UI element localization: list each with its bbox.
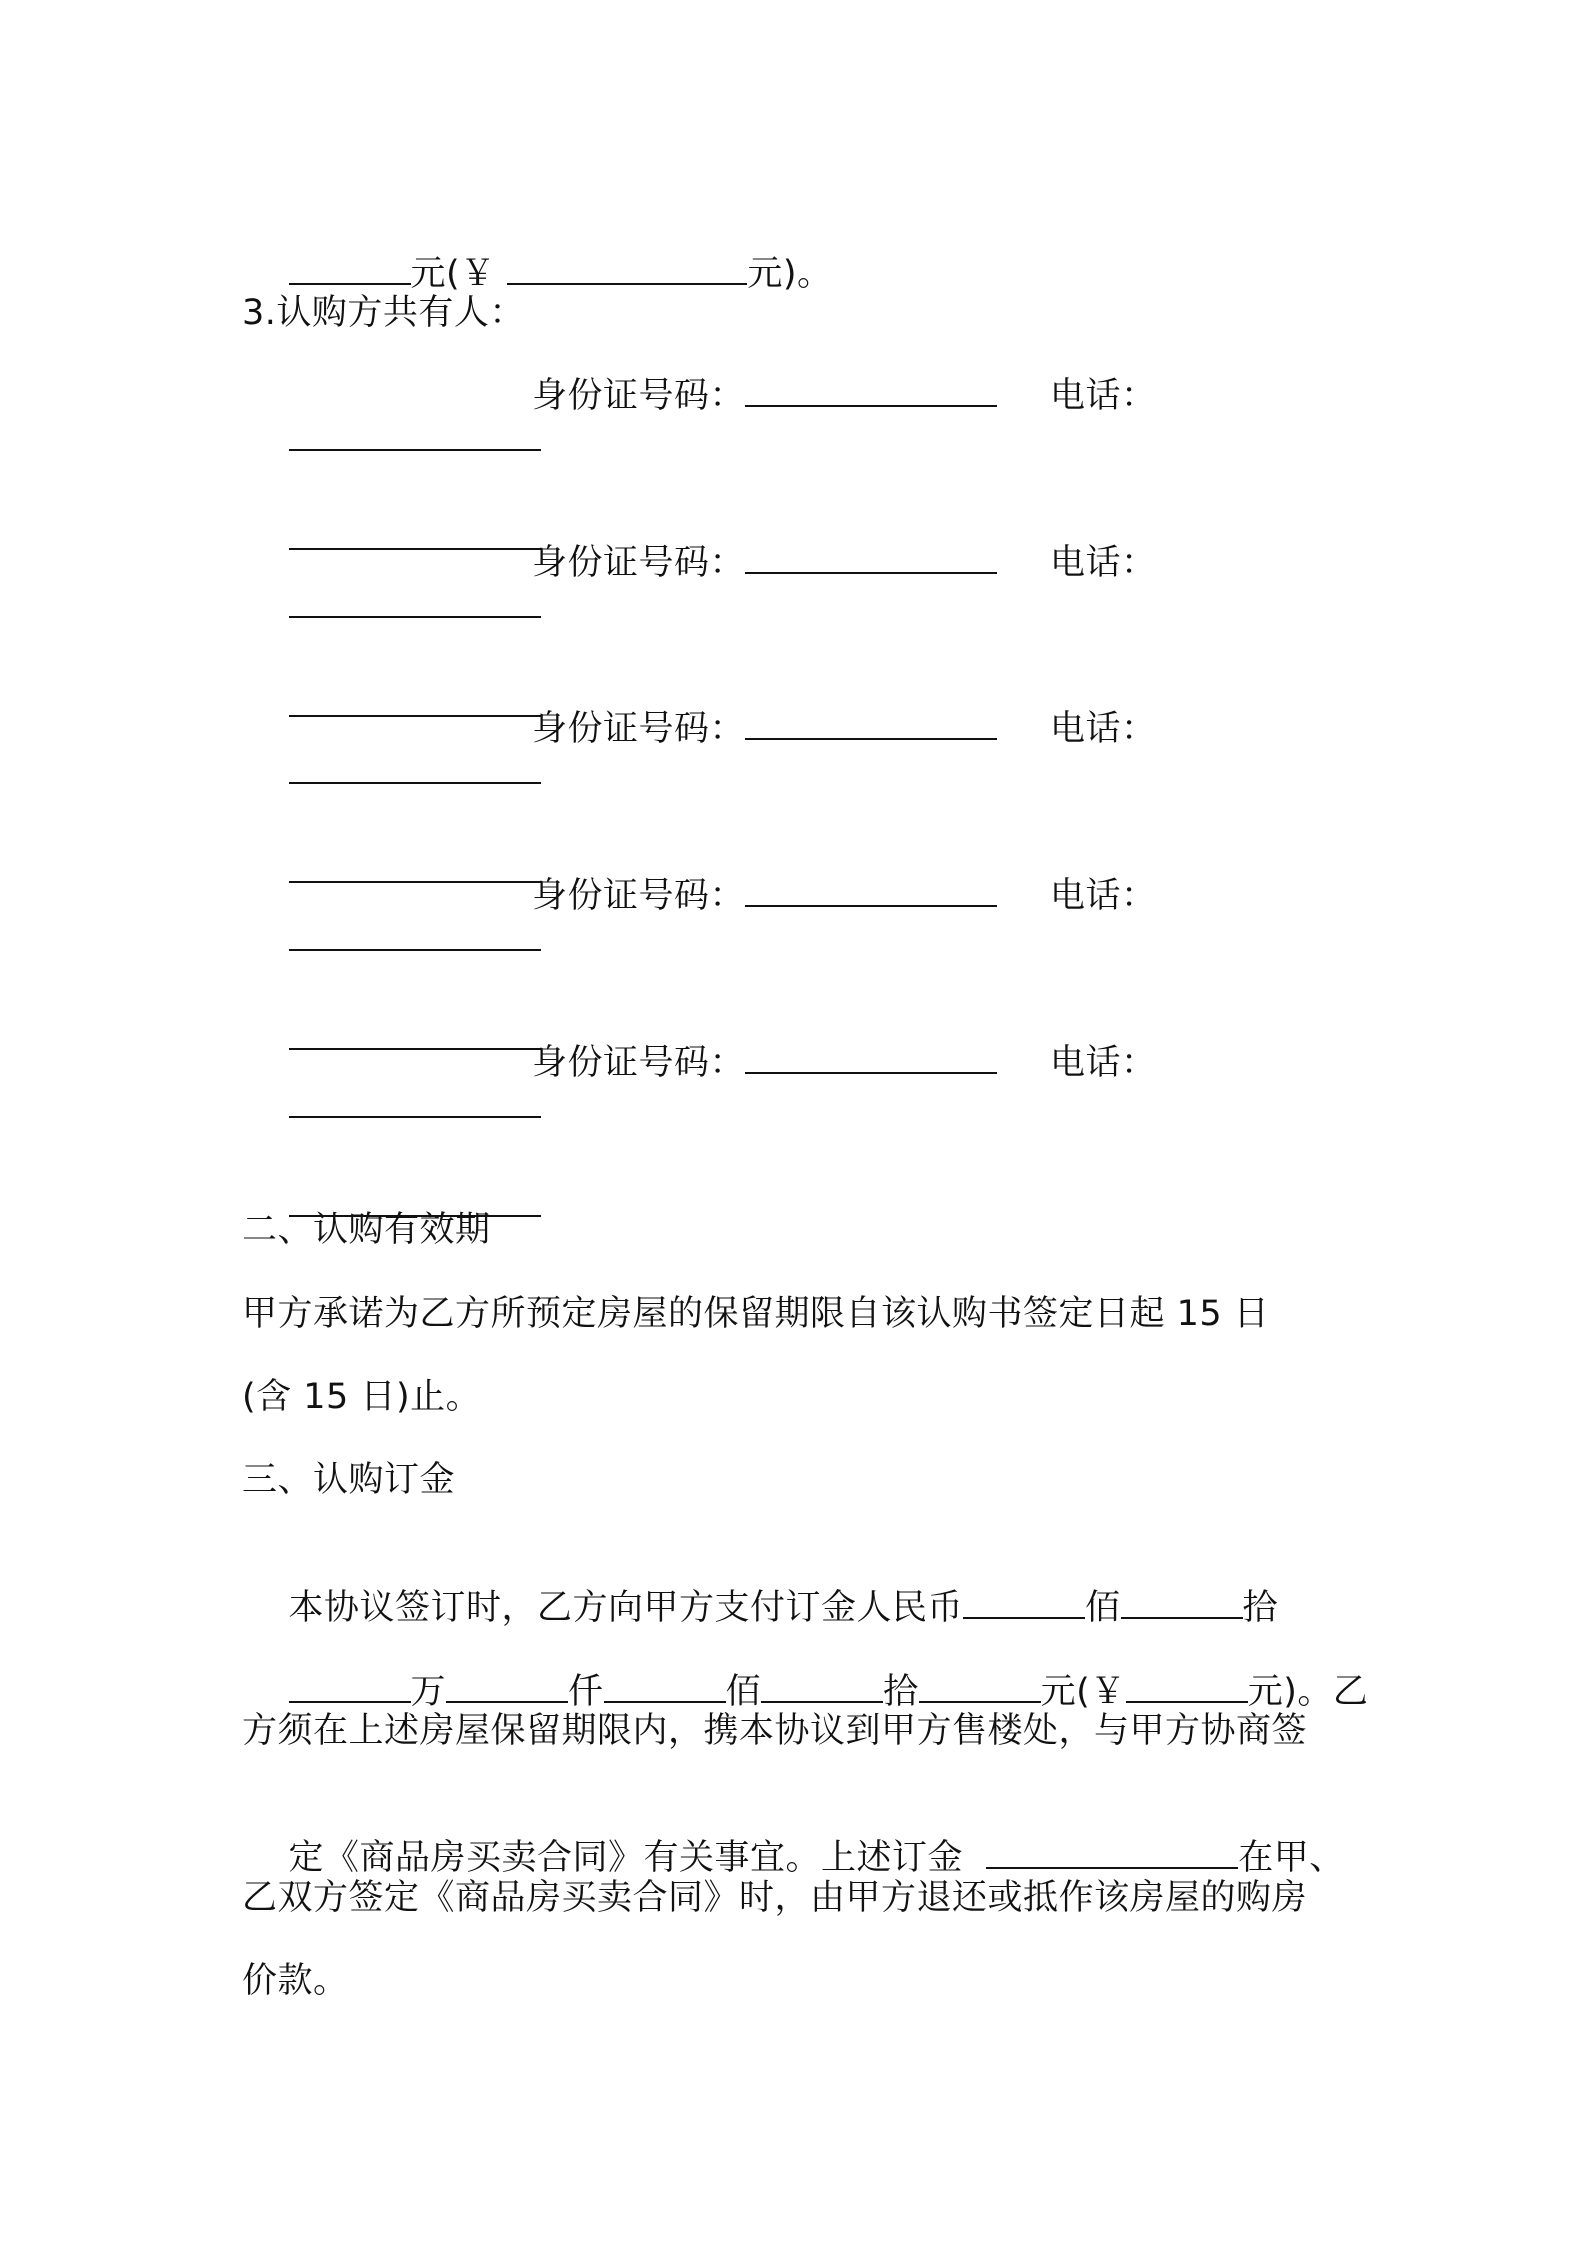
name-blank[interactable]	[289, 1086, 541, 1118]
id-field-group	[532, 374, 997, 418]
name-blank[interactable]	[289, 919, 541, 951]
wan-blank[interactable]	[289, 1671, 411, 1703]
phone-label: 电话：	[1050, 376, 1157, 416]
yuan-label: 元(￥	[1040, 1672, 1126, 1712]
co-owner-row	[242, 541, 1392, 585]
co-owner-heading: 3.认购方共有人：	[242, 293, 525, 333]
id-number-blank[interactable]	[745, 542, 997, 574]
id-field-group	[532, 707, 997, 751]
name-blank[interactable]	[289, 419, 541, 451]
co-owner-row	[242, 707, 1392, 751]
bai-blank[interactable]	[604, 1671, 726, 1703]
id-number-label: 身份证号码：	[532, 709, 746, 749]
bai-unit: 佰	[1085, 1588, 1121, 1628]
bai-unit: 佰	[725, 1672, 762, 1712]
id-number-blank[interactable]	[745, 708, 997, 740]
paragraph-line: 乙双方签定《商品房买卖合同》时，由甲方退还或抵作该房屋的购房	[242, 1878, 1308, 1918]
deposit-text: 本协议签订时，乙方向甲方支付订金人民币	[288, 1588, 964, 1628]
section-heading-deposit: 三、认购订金	[242, 1460, 456, 1500]
id-field-group	[532, 541, 997, 585]
qian-unit: 仟	[568, 1672, 604, 1712]
id-number-label: 身份证号码：	[532, 1043, 746, 1083]
id-number-blank[interactable]	[745, 1042, 997, 1074]
id-field-group	[532, 1041, 997, 1085]
deposit-text: 定《商品房买卖合同》有关事宜。上述订金	[288, 1838, 975, 1878]
amount-number-blank[interactable]	[507, 253, 747, 285]
id-field-group	[532, 874, 997, 918]
co-owner-row	[242, 874, 1392, 918]
phone-label: 电话：	[1050, 876, 1157, 916]
yuan-blank[interactable]	[919, 1671, 1041, 1703]
id-number-label: 身份证号码：	[532, 876, 746, 916]
shi-unit: 拾	[1242, 1588, 1279, 1628]
yuan-label: 元(￥	[410, 254, 496, 294]
section-heading-validity: 二、认购有效期	[242, 1210, 491, 1250]
id-number-label: 身份证号码：	[532, 376, 746, 416]
deposit-text-suffix: 在甲、	[1238, 1838, 1345, 1878]
id-number-blank[interactable]	[745, 375, 997, 407]
shi-blank[interactable]	[761, 1671, 883, 1703]
yuan-close-label: 元)。乙	[1247, 1672, 1369, 1712]
paragraph-line: 方须在上述房屋保留期限内，携本协议到甲方售楼处，与甲方协商签	[242, 1711, 1308, 1751]
id-number-blank[interactable]	[745, 875, 997, 907]
amount-number-blank[interactable]	[1126, 1671, 1248, 1703]
amount-blank[interactable]	[289, 253, 411, 285]
paragraph-line: 甲方承诺为乙方所预定房屋的保留期限自该认购书签定日起 15 日	[242, 1294, 1270, 1334]
phone-label: 电话：	[1050, 1043, 1157, 1083]
name-blank[interactable]	[289, 752, 541, 784]
co-owner-row	[242, 374, 1392, 418]
qian-blank[interactable]	[446, 1671, 568, 1703]
name-blank[interactable]	[289, 586, 541, 618]
paragraph-line: 价款。	[242, 1961, 349, 2001]
deposit-blank[interactable]	[986, 1837, 1238, 1869]
co-owner-row	[242, 1041, 1392, 1085]
shi-blank[interactable]	[1121, 1587, 1243, 1619]
phone-label: 电话：	[1050, 709, 1157, 749]
wan-unit: 万	[410, 1672, 447, 1712]
id-number-label: 身份证号码：	[532, 543, 746, 583]
bai-blank[interactable]	[963, 1587, 1085, 1619]
shi-unit: 拾	[883, 1672, 919, 1712]
yuan-close-label: 元)。	[747, 254, 833, 294]
phone-line	[242, 1140, 541, 1272]
paragraph-line: (含 15 日)止。	[242, 1377, 482, 1417]
phone-label: 电话：	[1050, 543, 1157, 583]
